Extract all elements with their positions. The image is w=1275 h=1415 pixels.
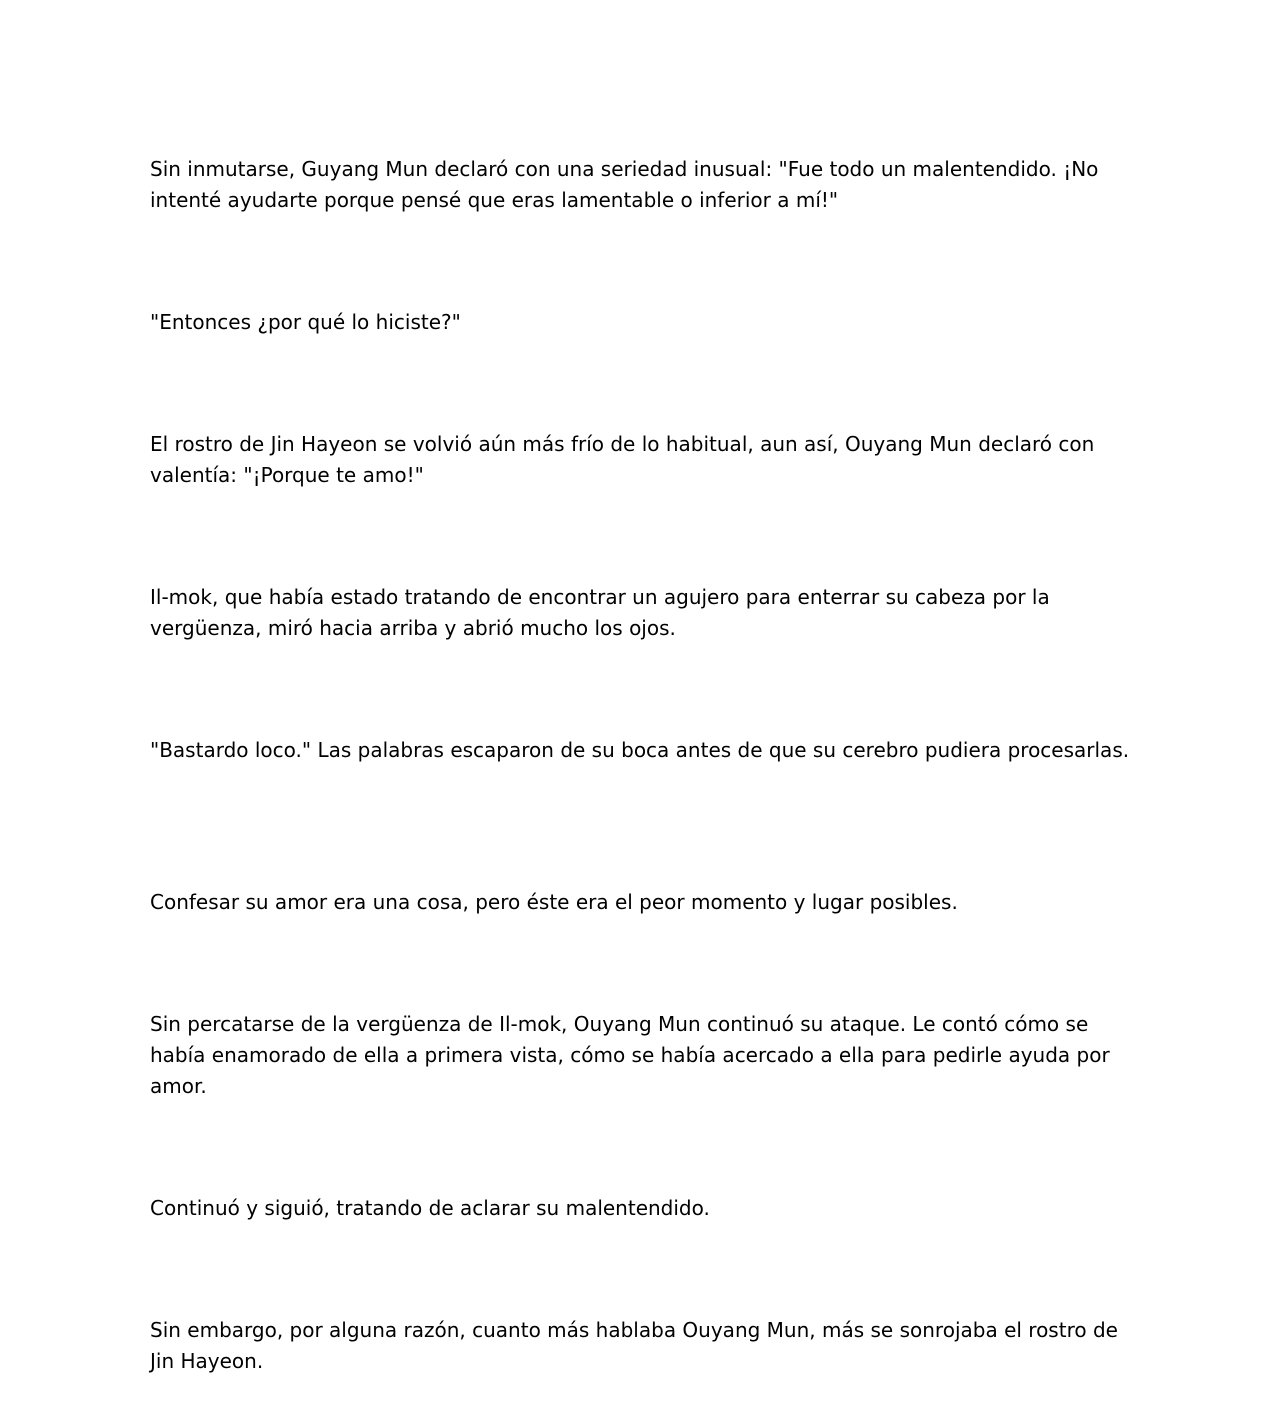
paragraph: Sin embargo, por alguna razón, cuanto más hablaba Ouyang Mun, más se sonrojaba el rostro de Jin Hayeon. xyxy=(150,1318,1118,1373)
paragraph: "Entonces ¿por qué lo hiciste?" xyxy=(150,310,461,334)
paragraph: Confesar su amor era una cosa, pero éste era el peor momento y lugar posibles. xyxy=(150,890,958,914)
paragraph: Continuó y siguió, tratando de aclarar su malentendido. xyxy=(150,1196,710,1220)
paragraph: Sin percatarse de la vergüenza de Il-mok, Ouyang Mun continuó su ataque. Le contó cómo se había enamorado de ella a primera vista, cómo se había acercado a ella para pedirle ayuda por amor. xyxy=(150,1012,1110,1098)
paragraph: Il-mok, que había estado tratando de encontrar un agujero para enterrar su cabeza por la vergüenza, miró hacia arriba y abrió mucho los ojos. xyxy=(150,585,1050,640)
paragraph: Sin inmutarse, Guyang Mun declaró con una seriedad inusual: "Fue todo un malentendido. ¡No intenté ayudarte porque pensé que eras lamentable o inferior a mí!" xyxy=(150,157,1099,212)
paragraph: "Bastardo loco." Las palabras escaparon de su boca antes de que su cerebro pudiera procesarlas. xyxy=(150,738,1130,762)
paragraph: El rostro de Jin Hayeon se volvió aún más frío de lo habitual, aun así, Ouyang Mun declaró con valentía: "¡Porque te amo!" xyxy=(150,432,1095,487)
